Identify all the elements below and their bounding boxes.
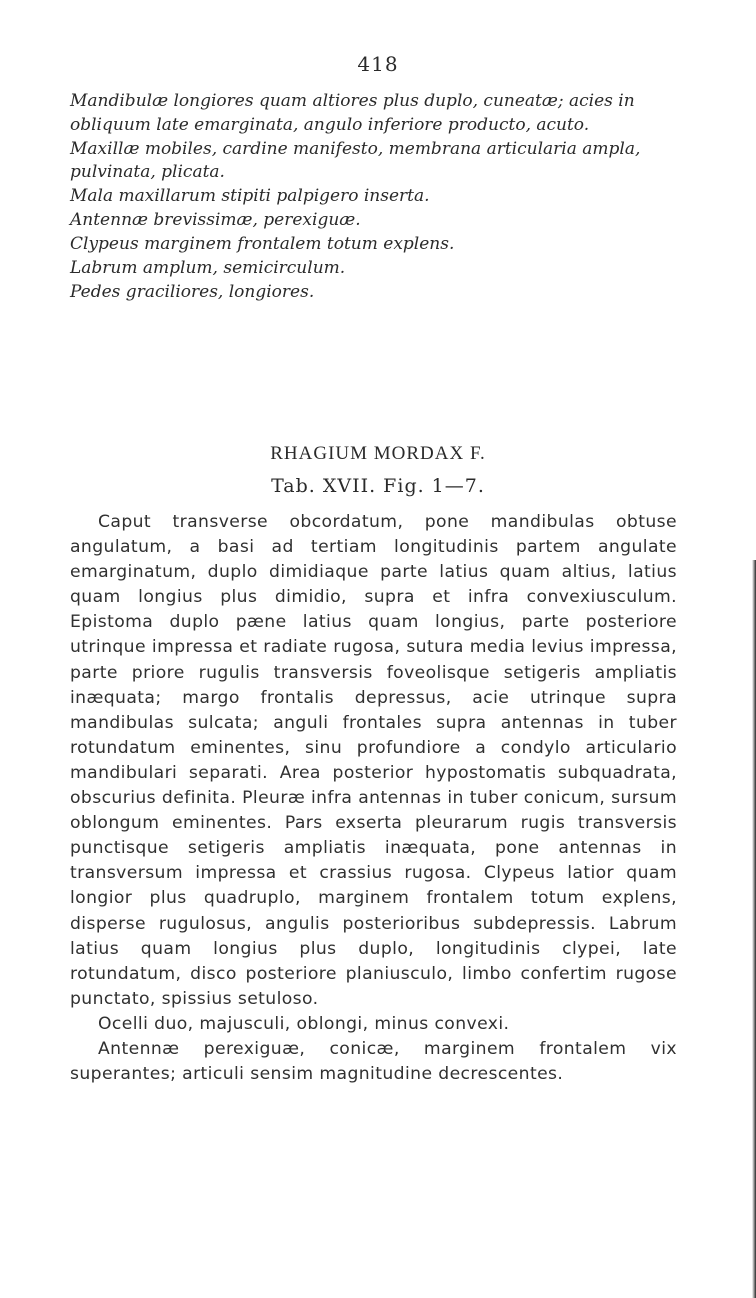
genus-diagnosis bbox=[70, 90, 670, 305]
diagnosis-clypeus: Clypeus marginem frontalem totum explens. bbox=[70, 234, 455, 254]
diagnosis-mala: Mala maxillarum stipiti palpigero inserta. bbox=[70, 186, 430, 206]
diagnosis-mandibles: Mandibulæ longiores quam altiores plus duplo, cuneatæ; acies in obliquum late emarginata, angulo inferiore producto, acuto. bbox=[70, 91, 635, 135]
species-heading: RHAGIUM MORDAX F. bbox=[270, 443, 486, 464]
diagnosis-antennae: Antennæ brevissimæ, perexiguæ. bbox=[70, 210, 361, 230]
description-ocelli: Ocelli duo, majusculi, oblongi, minus convexi. bbox=[98, 1013, 510, 1034]
diagnosis-maxillae: Maxillæ mobiles, cardine manifesto, membrana articularia ampla, pulvinata, plicata. bbox=[70, 138, 641, 182]
plate-reference: Tab. XVII. Fig. 1—7. bbox=[271, 475, 485, 497]
page-number: 418 bbox=[357, 52, 399, 76]
description-caput: Caput transverse obcordatum, pone mandibulas obtuse angulatum, a basi ad tertiam longitudinis partem angulate emarginatum, duplo dimidiaque parte latius quam altius, latius quam longius plus dimidio, supra et infra convexiusculum. Epistoma duplo pæne latius quam longius, parte posteriore utrinque impressa et radiate rugosa, sutura media levius impressa, parte priore rugulis transversis foveolisque setigeris ampliatis inæquata; margo frontalis depressus, acie utrinque supra mandibulas sulcata; anguli frontales supra antennas in tuber rotundatum eminentes, sinu profundiore a condylo articulario mandibulari separati. Area posterior hypostomatis subquadrata, obscurius definita. Pleuræ infra antennas in tuber conicum, sursum oblongum eminentes. Pars exserta pleurarum rugis transversis punctisque setigeris ampliatis inæquata, pone antennas in transversum impressa et crassius rugosa. Clypeus latior quam longior plus quadruplo, marginem frontalem totum explens, disperse rugulosus, angulis posterioribus subdepressis. Labrum latius quam longius plus duplo, longitudinis clypei, late rotundatum, disco posteriore planiusculo, limbo confertim rugose punctato, spissius setuloso. bbox=[70, 512, 677, 1009]
species-description bbox=[70, 510, 677, 1087]
scan-edge-shadow bbox=[752, 560, 756, 1298]
diagnosis-legs: Pedes graciliores, longiores. bbox=[70, 282, 315, 302]
diagnosis-labrum: Labrum amplum, semicirculum. bbox=[70, 258, 346, 278]
description-antennae: Antennæ perexiguæ, conicæ, marginem frontalem vix superantes; articuli sensim magnitudine decrescentes. bbox=[70, 1038, 677, 1085]
